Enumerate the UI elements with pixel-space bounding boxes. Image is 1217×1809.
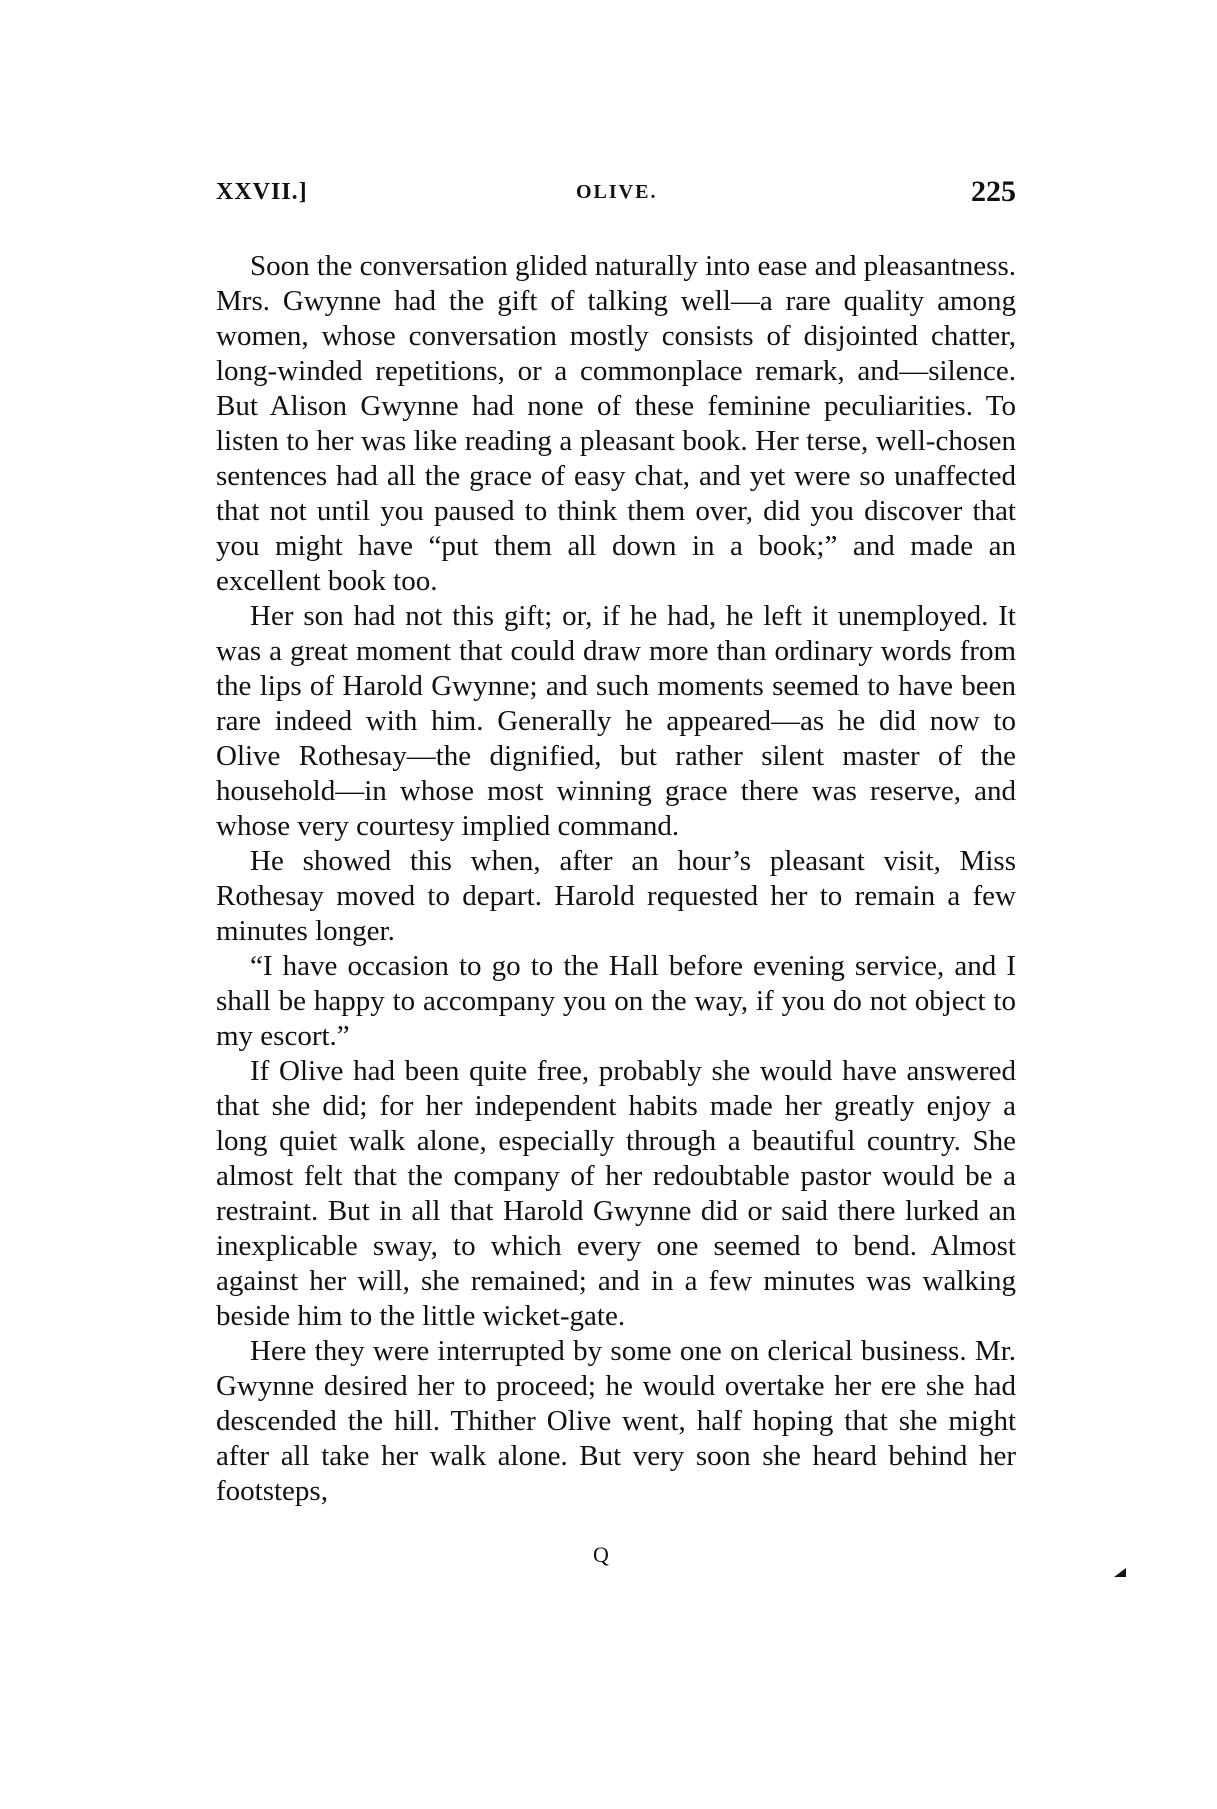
paragraph-if-olive: If Olive had been quite free, probably she would have answered that she did; for her independent habits made her greatly enjoy a long quiet walk alone, especially through a beautiful country. She almost felt that the company of her redoubtable pastor would be a restraint. But in all that Harold Gwynne did or said there lurked an inexplicable sway, to which every one seemed to bend. Almost against her will, she remained; and in a few minutes was walking beside him to the little wicket-gate. xyxy=(216,1055,1016,1332)
page-number: 225 xyxy=(971,175,1016,208)
signature-mark: Q xyxy=(593,1542,609,1567)
paragraph-here-they: Here they were interrupted by some one on clerical business. Mr. Gwynne desired her to proceed; he would overtake her ere she had descended the hill. Thither Olive went, half hoping that she might after all take her walk alone. But very soon she heard behind her footsteps, xyxy=(216,1335,1016,1507)
paragraph-he-showed: He showed this when, after an hour’s pleasant visit, Miss Rothesay moved to depart. Harold requested her to remain a few minutes longer. xyxy=(216,845,1016,947)
chapter-number: XXVII.] xyxy=(216,179,308,205)
paragraph-conversation: Soon the conversation glided naturally into ease and pleasantness. Mrs. Gwynne had the gift of talking well—a rare quality among women, whose conversation mostly consists of disjointed chatter, long-winded repetitions, or a commonplace remark, and—silence. But Alison Gwynne had none of these feminine peculiarities. To listen to her was like reading a pleasant book. Her terse, well-chosen sentences had all the grace of easy chat, and yet were so unaffected that not until you paused to think them over, did you discover that you might have “put them all down in a book;” and made an excellent book too. xyxy=(216,250,1016,597)
scan-corner-mark xyxy=(1114,1568,1126,1577)
paragraph-dialogue: “I have occasion to go to the Hall before evening service, and I shall be happy to accompany you on the way, if you do not object to my escort.” xyxy=(216,950,1016,1052)
running-title: OLIVE. xyxy=(576,181,658,203)
paragraph-her-son: Her son had not this gift; or, if he had, he left it unemployed. It was a great moment that could draw more than ordinary words from the lips of Harold Gwynne; and such moments seemed to have been rare indeed with him. Generally he appeared—as he did now to Olive Rothesay—the dignified, but rather silent master of the household—in whose most winning grace there was reserve, and whose very courtesy implied command. xyxy=(216,600,1016,842)
body-text xyxy=(216,249,1016,1509)
running-head xyxy=(216,175,1016,215)
